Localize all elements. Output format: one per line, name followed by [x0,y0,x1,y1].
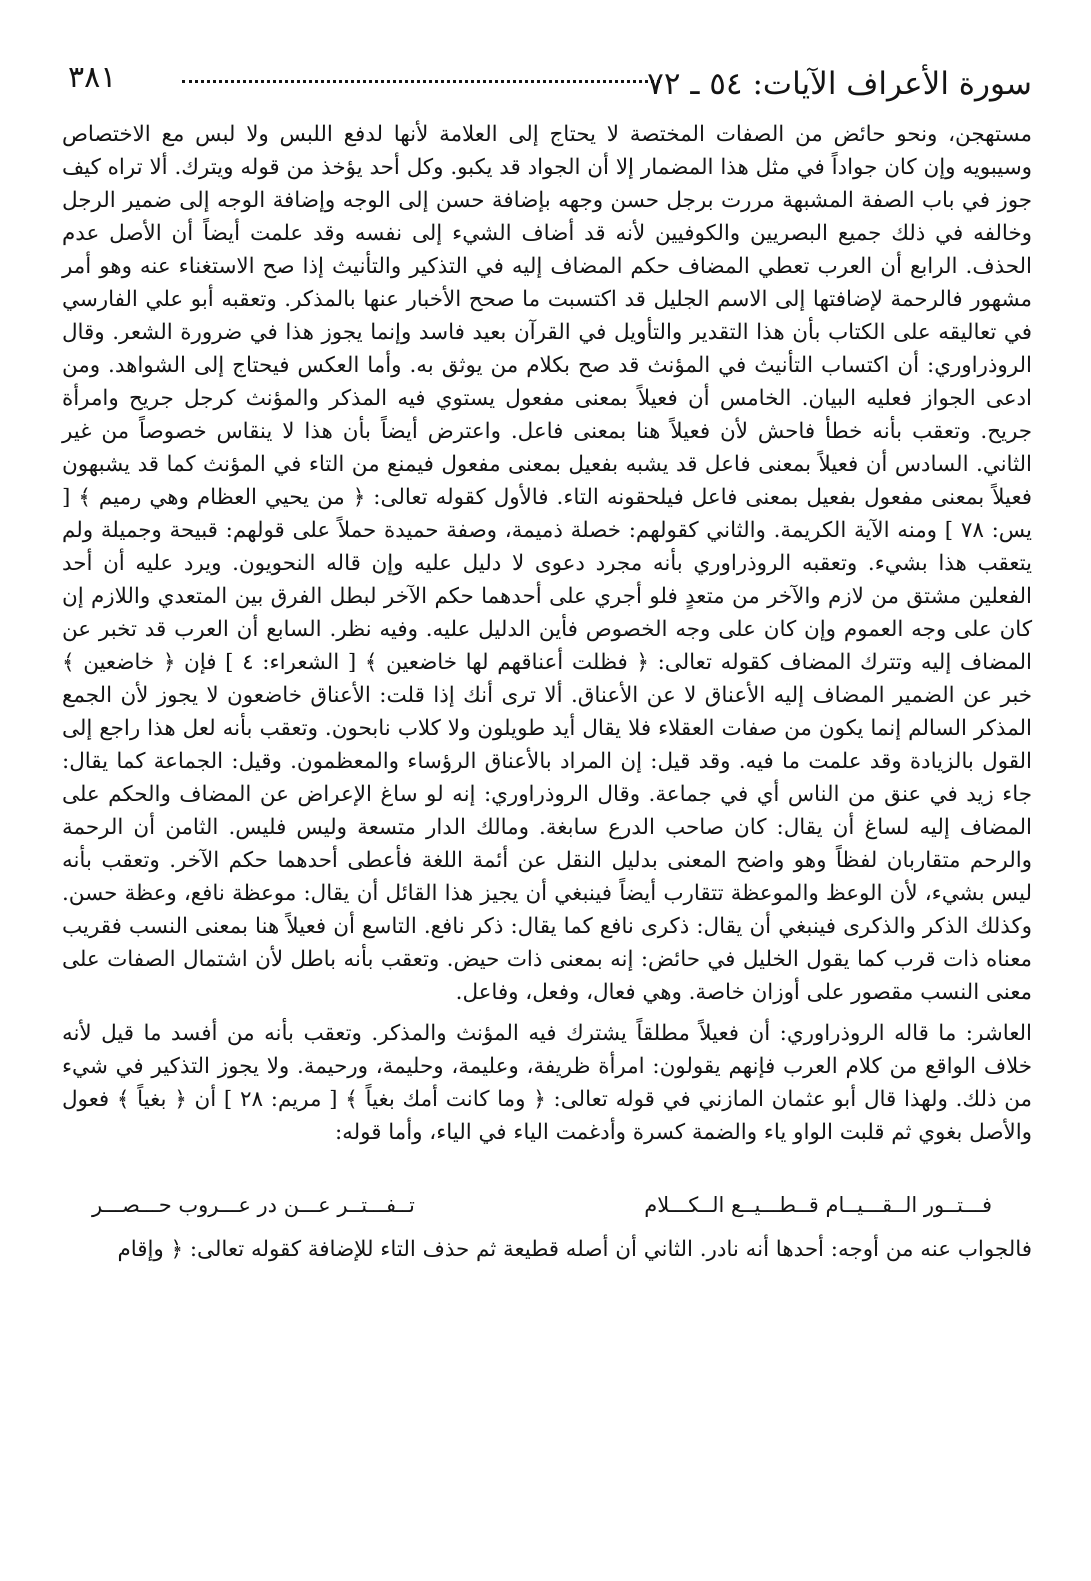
page-header [62,48,1032,108]
paragraph-3: فالجواب عنه من أوجه: أحدها أنه نادر. الثاني أن أصله قطيعة ثم حذف التاء للإضافة كقوله تعالى: ﴿ وإقام [117,1237,1032,1262]
verse-second-hemistich: تــفـــتــر عـــن در عـــروب حـــصـــر [92,1193,415,1217]
poem-verse [92,1185,992,1225]
verse-first-hemistich: فـــتــور الــقـــيــام قــطـــيــع الــكـــلام [644,1193,992,1217]
page-number: ٣٨١ [68,60,117,95]
body-text [62,118,1032,1266]
page [62,48,1032,1266]
header-dotted-leader [182,80,660,83]
running-title: سورة الأعراف الآيات: ٥٤ ـ ٧٢ [647,66,1032,102]
paragraph-2: العاشر: ما قاله الروذراوري: أن فعيلاً مطلقاً يشترك فيه المؤنث والمذكر. وتعقب بأنه من أفسد ما قيل لأنه خلاف الواقع من كلام العرب فإنهم يقولون: امرأة ظريفة، وعليمة، وحليمة، ورحيمة. ولا يجوز التذكير في شيء من ذلك. ولهذا قال أبو عثمان المازني في قوله تعالى: ﴿ وما كانت أمك بغياً ﴾ [ مريم: ٢٨ ] أن ﴿ بغياً ﴾ فعول والأصل بغوي ثم قلبت الواو ياء والضمة كسرة وأدغمت الياء في الياء، وأما قوله: [62,1021,1032,1145]
paragraph-1: مستهجن، ونحو حائض من الصفات المختصة لا يحتاج إلى العلامة لأنها لدفع اللبس ولا لبس مع الاختصاص وسيبويه وإن كان جواداً في مثل هذا المضمار إلا أن الجواد قد يكبو. وكل أحد يؤخذ من قوله ويترك. ألا تراه كيف جوز في باب الصفة المشبهة مررت برجل حسن وجهه بإضافة حسن إلى الوجه وإضافة الوجه إلى ضمير الرجل وخالفه في ذلك جميع البصريين والكوفيين لأنه قد أضاف الشيء إلى نفسه وقد علمت أيضاً أن الأصل عدم الحذف. الرابع أن العرب تعطي المضاف حكم المضاف إليه في التذكير والتأنيث إذا صح الاستغناء عنه وهو أمر مشهور فالرحمة لإضافتها إلى الاسم الجليل قد اكتسبت ما صحح الأخبار عنها بالمذكر. وتعقبه أبو علي الفارسي في تعاليقه على الكتاب بأن هذا التقدير والتأويل في القرآن بعيد فاسد وإنما يجوز هذا في ضرورة الشعر. وقال الروذراوري: أن اكتساب التأنيث في المؤنث قد صح بكلام من يوثق به. وأما العكس فيحتاج إلى الشواهد. ومن ادعى الجواز فعليه البيان. الخامس أن فعيلاً بمعنى مفعول يستوي فيه المذكر والمؤنث كرجل جريح وامرأة جريح. وتعقب بأنه خطأ فاحش لأن فعيلاً هنا بمعنى فاعل. واعترض أيضاً بأن هذا لا ينقاس خصوصاً من غير الثاني. السادس أن فعيلاً بمعنى فاعل قد يشبه بفعيل بمعنى مفعول فيمنع من التاء في المؤنث كما قد يشبهون فعيلاً بمعنى مفعول بفعيل بمعنى فاعل فيلحقونه التاء. فالأول كقوله تعالى: ﴿ من يحيي العظام وهي رميم ﴾ [ يس: ٧٨ ] ومنه الآية الكريمة. والثاني كقولهم: خصلة ذميمة، وصفة حميدة حملاً على قولهم: قبيحة وجميلة ولم يتعقب هذا بشيء. وتعقبه الروذراوري بأنه مجرد دعوى لا دليل عليه وإن قاله النحويون. ويرد عليه أن أحد الفعلين مشتق من لازم والآخر من متعدٍ فلو أجري على أحدهما حكم الآخر لبطل الفرق بين المتعدي واللازم إن كان على وجه العموم وإن كان على وجه الخصوص فأين الدليل عليه. وفيه نظر. السابع أن العرب قد تخبر عن المضاف إليه وتترك المضاف كقوله تعالى: ﴿ فظلت أعناقهم لها خاضعين ﴾ [ الشعراء: ٤ ] فإن ﴿ خاضعين ﴾ خبر عن الضمير المضاف إليه الأعناق لا عن الأعناق. ألا ترى أنك إذا قلت: الأعناق خاضعون لا يجوز لأن الجمع المذكر السالم إنما يكون من صفات العقلاء فلا يقال أيد طويلون ولا كلاب نابحون. وتعقب بأنه لعل هذا راجع إلى القول بالزيادة وقد علمت ما فيه. وقد قيل: إن المراد بالأعناق الرؤساء والمعظمون. وقيل: الجماعة كما يقال: جاء زيد في عنق من الناس أي في جماعة. وقال الروذراوري: إنه لو ساغ الإعراض عن المضاف والحكم على المضاف إليه لساغ أن يقال: كان صاحب الدرع سابغة. ومالك الدار متسعة وليس فليس. الثامن أن الرحمة والرحم متقاربان لفظاً وهو واضح المعنى بدليل النقل عن أئمة اللغة فأعطى أحدهما حكم الآخر. وتعقب بأنه ليس بشيء، لأن الوعظ والموعظة تتقارب أيضاً فينبغي أن يجيز هذا القائل أن يقال: موعظة نافع، وعظة حسن. وكذلك الذكر والذكرى فينبغي أن يقال: ذكرى نافع كما يقال: ذكر نافع. التاسع أن فعيلاً هنا بمعنى النسب فقريب معناه ذات قرب كما يقول الخليل في حائض: إنه بمعنى ذات حيض. وتعقب بأنه باطل لأن اشتمال الصفات على معنى النسب مقصور على أوزان خاصة. وهي فعال، وفعل، وفاعل. [62,122,1033,1005]
